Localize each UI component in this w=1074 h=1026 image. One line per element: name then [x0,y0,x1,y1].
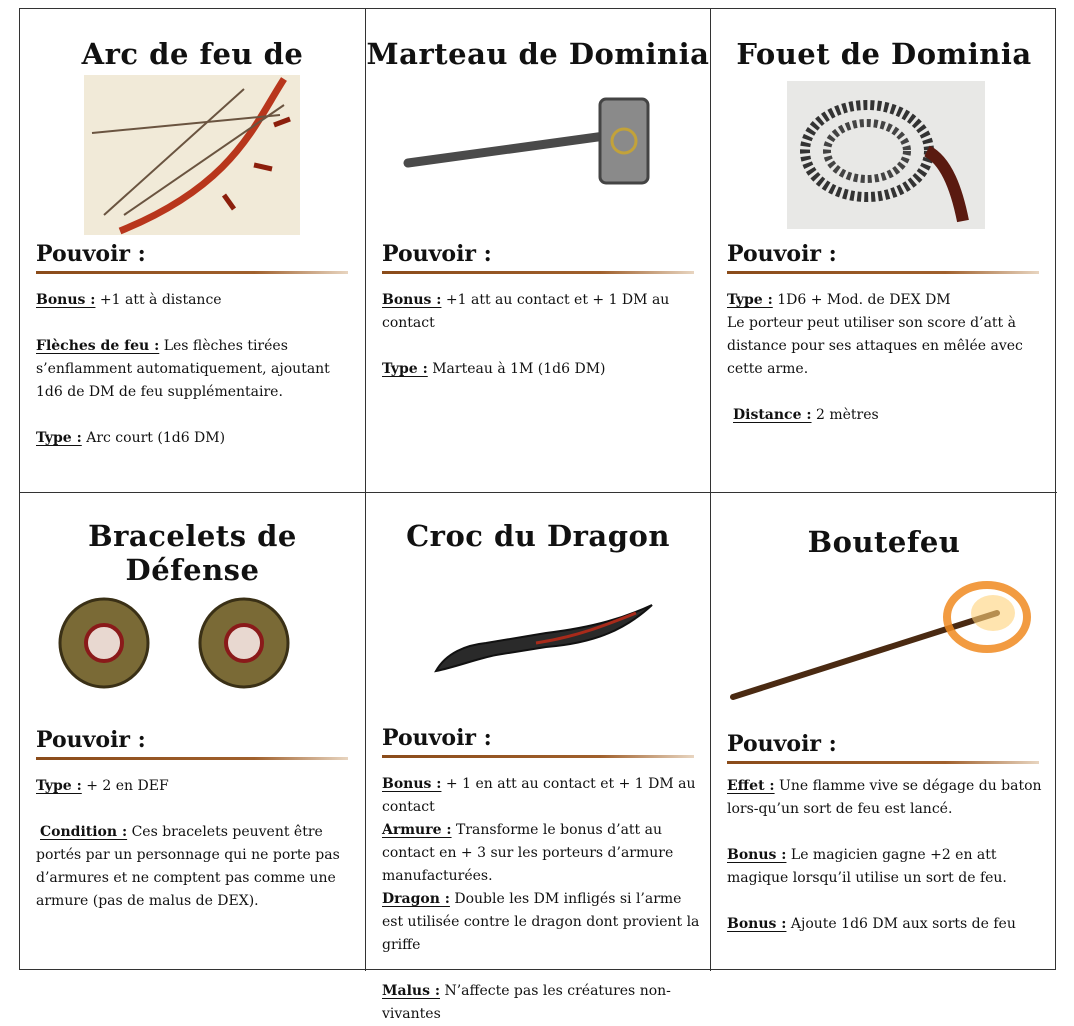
label: Type : [382,361,428,377]
card-text [727,289,1049,427]
label: Type : [36,778,82,794]
value: Une flamme vive se dégage du baton lors-qu’un sort de feu est lancé. [727,778,1042,817]
pouvoir-heading: Pouvoir : [382,241,492,267]
value: Double les DM infligés si l’arme est utilisée contre le dragon dont provient la griffe [382,891,700,953]
divider [382,271,694,274]
value: Ces bracelets peuvent être portés par un personnage qui ne porte pas d’armures et ne comptent pas comme une armure (pas de malus de DEX). [36,824,340,909]
label: Distance : [733,407,812,423]
label: Type : [727,292,773,308]
pouvoir-heading: Pouvoir : [36,241,146,267]
pouvoir-heading: Pouvoir : [382,725,492,751]
card-text [382,289,702,381]
label: Condition : [40,824,128,840]
divider [727,271,1039,274]
value: +1 att à distance [95,292,222,308]
value: + 2 en DEF [81,778,169,794]
value: Transforme le bonus d’att au contact en + 3 sur les porteurs d’armure manufacturées. [382,822,674,884]
fire-staff-image [727,573,1037,703]
card-fouet [711,9,1057,493]
whip-image [787,81,985,229]
card-croc [366,493,711,1022]
card-marteau [366,9,711,493]
label: Bonus : [382,776,442,792]
label: Dragon : [382,891,450,907]
card-title: Fouet de Dominia [736,37,1032,71]
card-title: Arc de feu de [81,37,304,71]
dagger-image [426,603,656,683]
pouvoir-heading: Pouvoir : [727,241,837,267]
value: + 1 en att au contact et + 1 DM au contact [382,776,696,815]
card-text [382,773,702,1026]
divider [36,271,348,274]
card-bracelets [20,493,366,971]
card-title: Bracelets de Défense [88,519,297,587]
value: Arc court (1d6 DM) [81,430,226,446]
pouvoir-heading: Pouvoir : [727,731,837,757]
hammer-image [402,91,672,191]
value: N’affecte pas les créatures non-vivantes [382,983,671,1022]
description: Le porteur peut utiliser son score d’att à distance pour ses attaques en mêlée avec cette arme. [727,315,1023,377]
value: Marteau à 1M (1d6 DM) [427,361,606,377]
value: 2 mètres [811,407,879,423]
divider [36,757,348,760]
label: Bonus : [727,847,787,863]
label: Flèches de feu : [36,338,160,354]
card-boutefeu [711,493,1057,971]
card-text [36,289,357,450]
label: Bonus : [36,292,96,308]
label: Malus : [382,983,440,999]
value: Ajoute 1d6 DM aux sorts de feu [786,916,1016,932]
label: Bonus : [727,916,787,932]
value: 1D6 + Mod. de DEX DM [772,292,951,308]
label: Effet : [727,778,775,794]
bracelets-image [56,593,296,693]
divider [382,755,694,758]
pouvoir-heading: Pouvoir : [36,727,146,753]
card-text [36,775,357,913]
divider [727,761,1039,764]
card-title: Marteau de Dominia [366,37,710,71]
value: Le magicien gagne +2 en att magique lorsqu’il utilise un sort de feu. [727,847,1007,886]
card-title: Croc du Dragon [406,519,670,553]
item-card-sheet [19,8,1056,1022]
label: Bonus : [382,292,442,308]
fire-bow-image [84,75,300,235]
value: +1 att au contact et + 1 DM au contact [382,292,670,331]
label: Armure : [382,822,452,838]
card-title: Boutefeu [807,525,961,559]
card-text [727,775,1049,936]
card-arc [20,9,366,493]
value: Les flèches tirées s’enflamment automatiquement, ajoutant 1d6 de DM de feu supplémentaire. [36,338,330,400]
label: Type : [36,430,82,446]
